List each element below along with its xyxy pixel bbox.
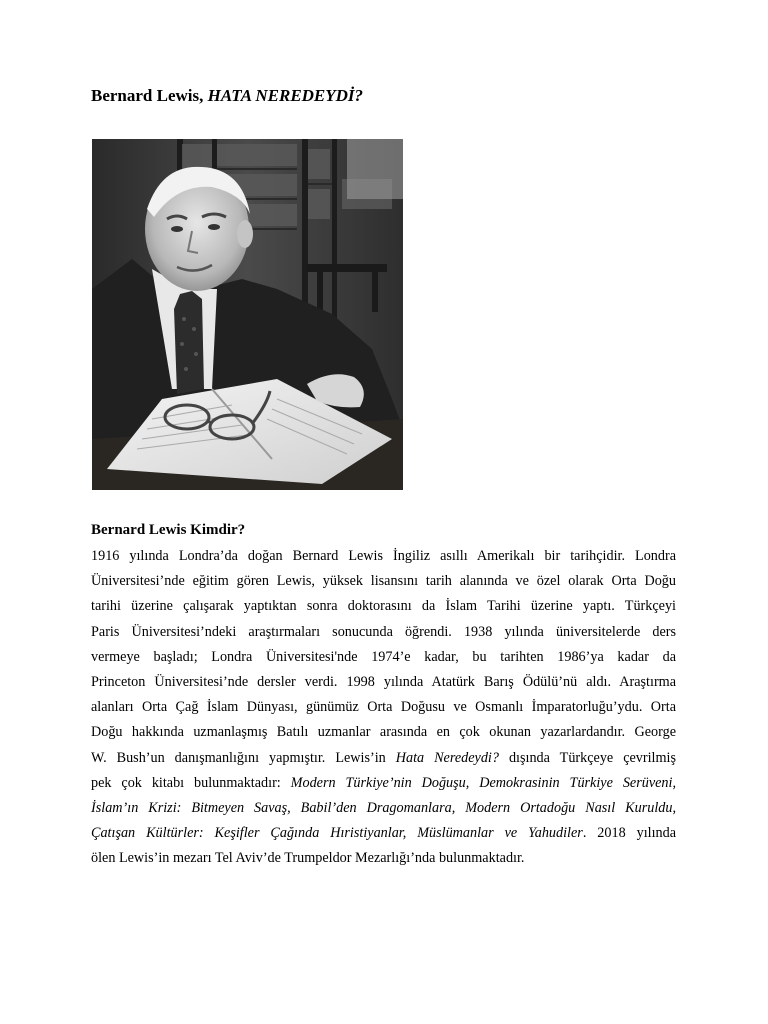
bio-text: 1916 yılında Londra’da doğan Bernard Lewis İngiliz asıllı Amerikalı bir tarihçidir. Londra — [91, 548, 676, 564]
bio-text: Üniversitesi’nde eğitim gören Lewis, yüksek lisansını tarih alanında ve özel olarak Orta Doğu — [91, 573, 676, 590]
bio-line — [91, 645, 676, 670]
bio-line — [91, 771, 676, 796]
title-author: Bernard Lewis, — [91, 86, 208, 105]
bio-line — [91, 695, 676, 720]
bio-paragraph — [91, 544, 676, 871]
author-photo — [92, 139, 403, 490]
bio-text: Princeton Üniversitesi’nde dersler verdi. 1998 yılında Atatürk Barış Ödülü’nü aldı. Araştırma — [91, 673, 676, 690]
bio-text: alanları Orta Çağ İslam Dünyası, günümüz Orta Doğusu ve Osmanlı İmparatorluğu’ydu. Orta — [91, 699, 676, 716]
bio-italic-text: İslam’ın Krizi: Bitmeyen Savaş, Babil’den Dragomanlara, Modern Ortadoğu Nasıl Kuruldu, — [91, 799, 676, 816]
bio-line — [91, 720, 676, 745]
bio-text: tarihi üzerine çalışarak yaptıktan sonra doktorasını da İslam Tarihi üzerine yaptı. Türkçeyi — [91, 598, 676, 615]
bio-text: pek çok kitabı bulunmaktadır: — [91, 774, 291, 791]
bio-line — [91, 670, 676, 695]
bio-line — [91, 846, 676, 871]
bio-italic-text: Çatışan Kültürler: Keşifler Çağında Hıristiyanlar, Müslümanlar ve Yahudiler — [91, 825, 583, 842]
bio-line — [91, 594, 676, 619]
bio-line — [91, 796, 676, 821]
bio-line — [91, 544, 676, 569]
title-book: HATA NEREDEYDİ? — [207, 86, 364, 105]
bio-text: Doğu hakkında uzmanlaşmış Batılı uzmanlar arasında en çok okunan yazarlardandır. George — [91, 724, 676, 741]
bio-text: Paris Üniversitesi’ndeki araştırmaları sonucunda öğrendi. 1938 yılında üniversitelerde ders — [91, 623, 676, 640]
bio-text: vermeye başladı; Londra Üniversitesi'nde 1974’e kadar, bu tarihten 1986’ya kadar da — [91, 648, 676, 665]
bio-italic-text: Hata Neredeydi? — [395, 749, 499, 766]
document-title — [91, 86, 363, 106]
bio-line — [91, 620, 676, 645]
bio-text: ölen Lewis’in mezarı Tel Aviv’de Trumpeldor Mezarlığı’nda bulunmaktadır. — [91, 850, 525, 867]
bio-line — [91, 569, 676, 594]
section-heading: Bernard Lewis Kimdir? — [91, 522, 246, 538]
bio-text: W. Bush’un danışmanlığını yapmıştır. Lewis’in — [91, 749, 396, 766]
bio-line — [91, 821, 676, 846]
bio-text: . 2018 yılında — [582, 825, 677, 842]
bio-italic-text: Modern Türkiye’nin Doğuşu, Demokrasinin Türkiye Serüveni, — [290, 774, 676, 791]
bio-text: dışında Türkçeye çevrilmiş — [498, 749, 676, 766]
bio-line — [91, 746, 676, 771]
